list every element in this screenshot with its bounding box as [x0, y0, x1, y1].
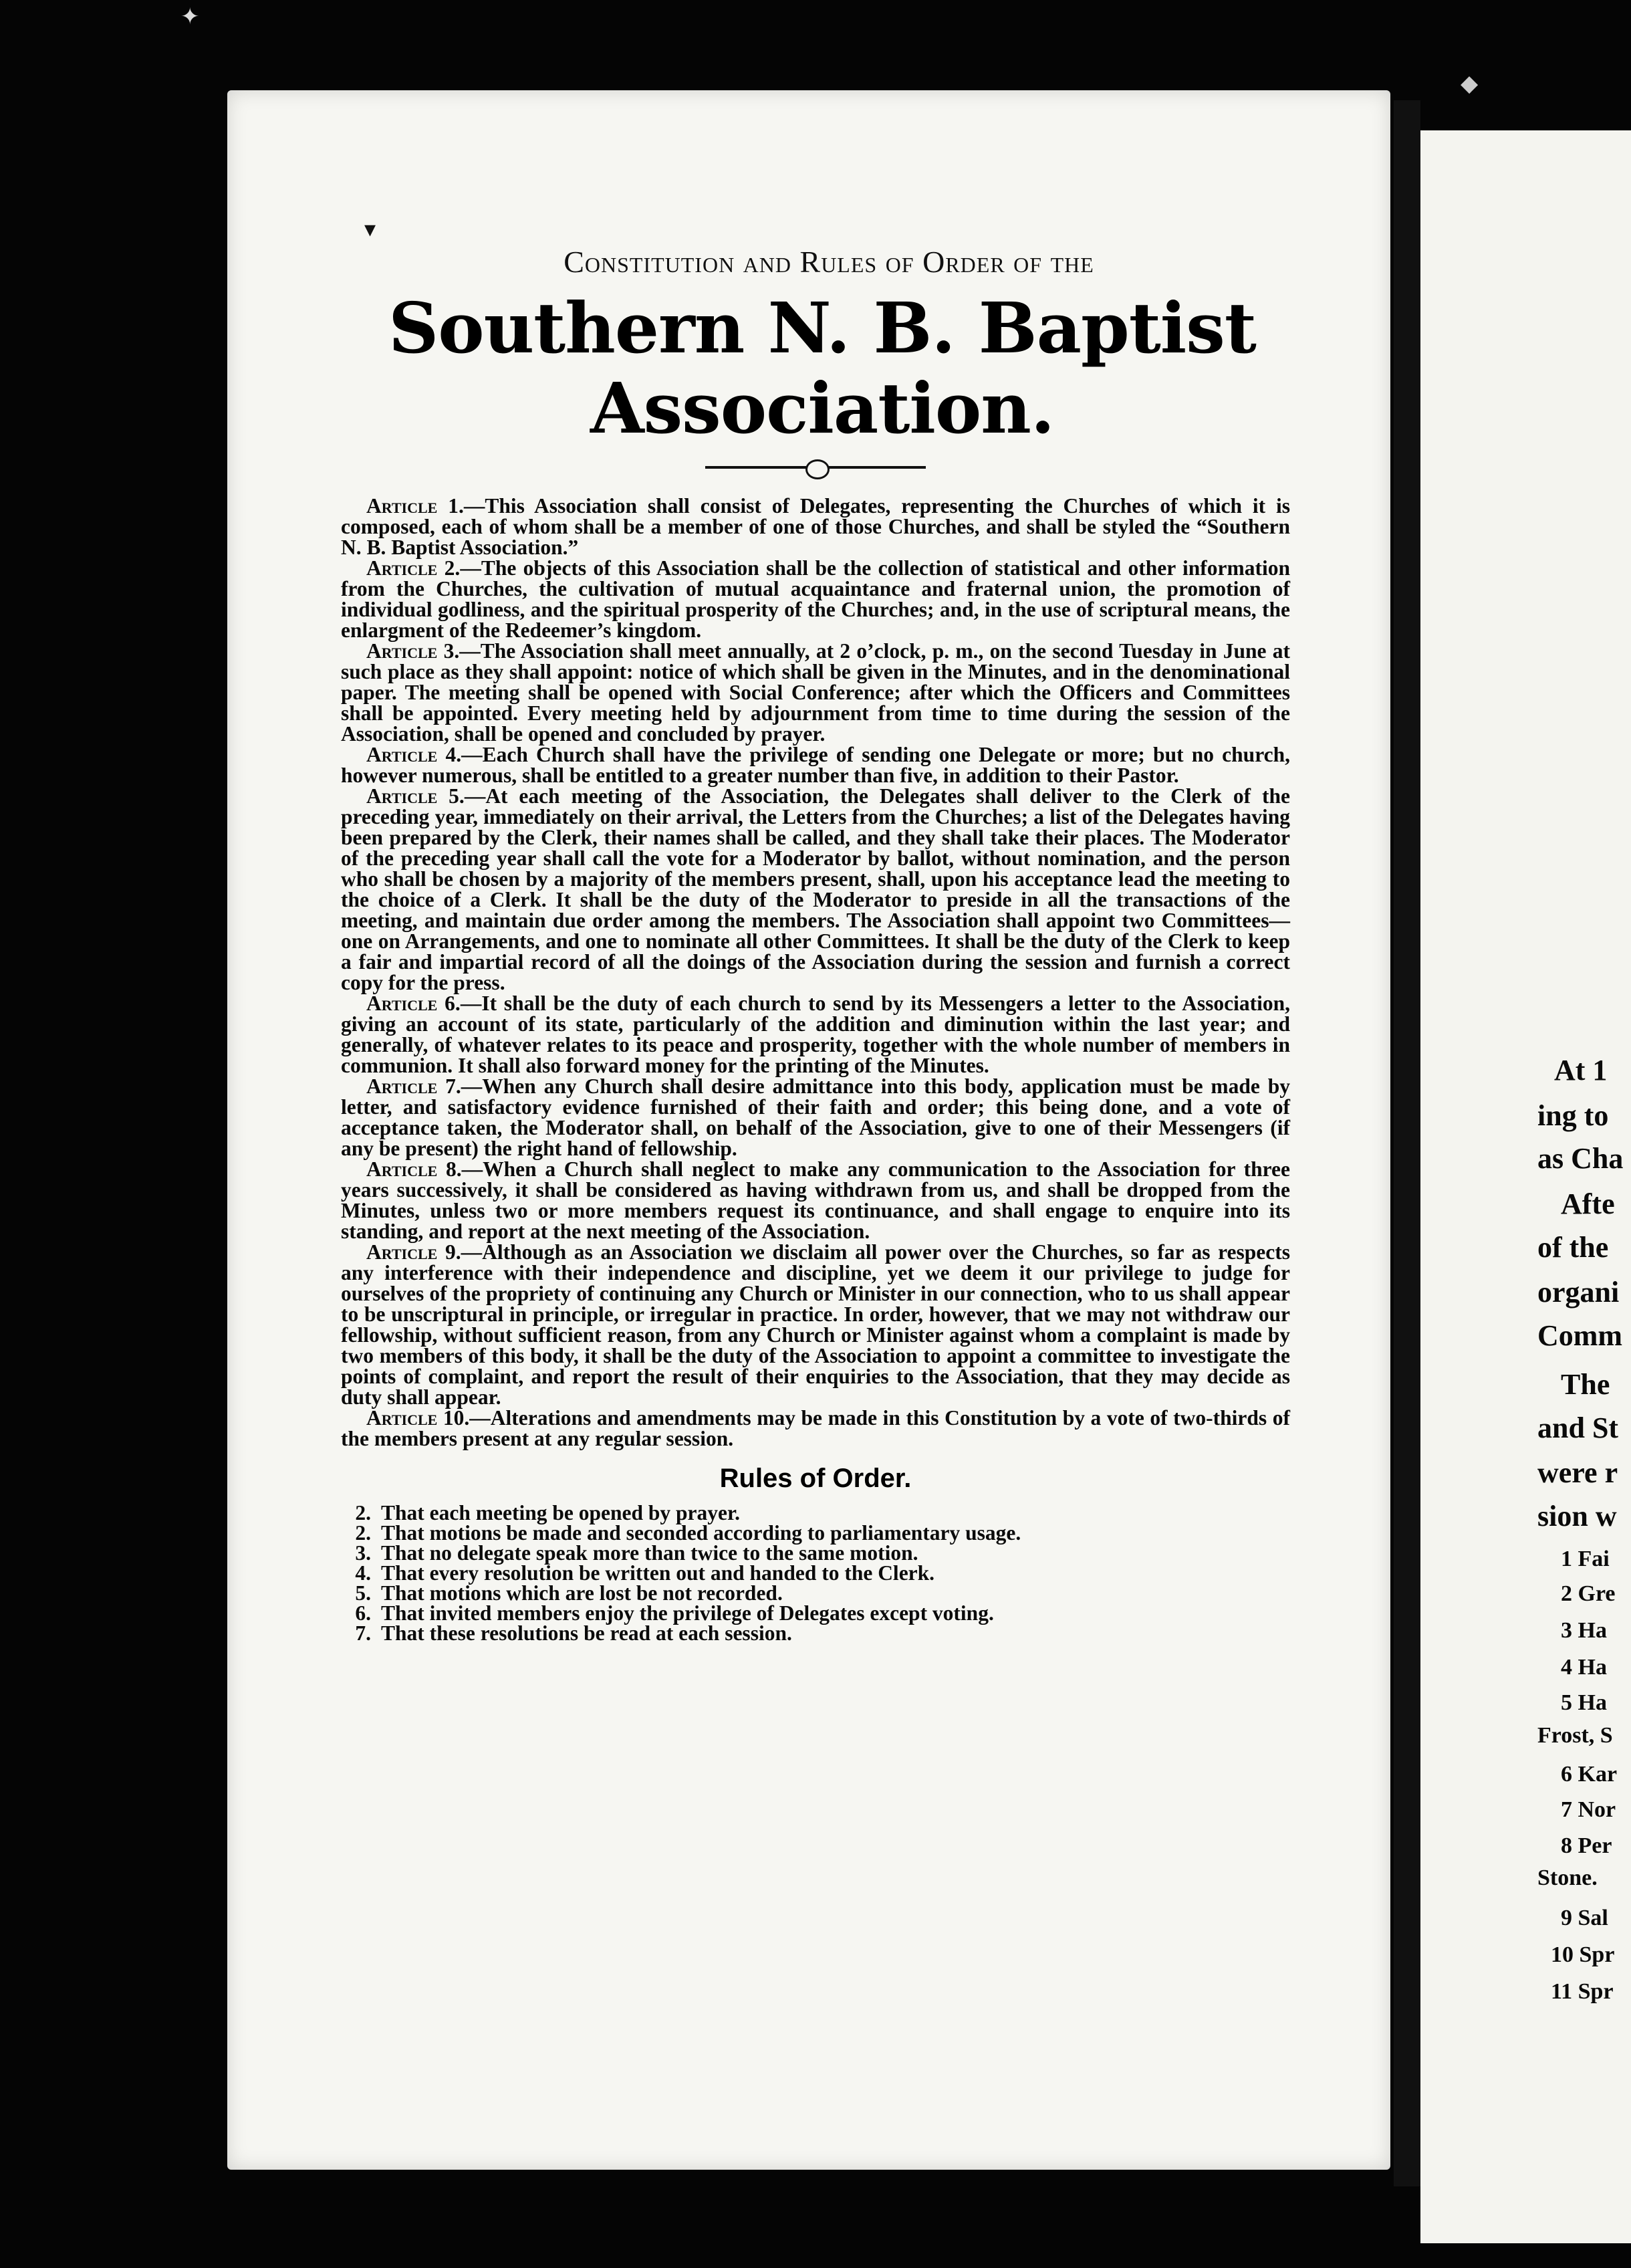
- rule-number: 5.: [355, 1581, 371, 1605]
- adjacent-page-line: Afte: [1561, 1187, 1615, 1220]
- article-4: [341, 744, 1290, 786]
- article-text: —When a Church shall neglect to make any communication to the Association for three years successively, it shall be considered as having withdrawn from us, and shall be dropped from the Minutes, unless two or more members request its continuance, and shall engage to enquire into its standing, and report at the next meeting of the Association.: [341, 1157, 1290, 1243]
- article-label: Article 9.: [366, 1240, 461, 1264]
- article-6: [341, 993, 1290, 1076]
- adjacent-page-line: The: [1561, 1368, 1610, 1401]
- adjacent-page-line: as Cha: [1537, 1142, 1624, 1175]
- rule-number: 6.: [355, 1601, 371, 1625]
- article-text: —Each Church shall have the privilege of sending one Delegate or more; but no church, however numerous, shall be entitled to a greater number than five, in addition to their Pastor.: [341, 743, 1290, 787]
- article-text: —The objects of this Association shall be the collection of statistical and other information from the Churches, the cultivation of mutual acquaintance and fraternal union, the promotion of individual godliness, and the spiritual prosperity of the Churches; and, in the use of scriptural means, the enlargment of the Redeemer’s kingdom.: [341, 556, 1290, 642]
- adjacent-page-list-item: Stone.: [1537, 1865, 1598, 1890]
- adjacent-page-list-item: 3 Ha: [1561, 1618, 1607, 1643]
- adjacent-page-line: and St: [1537, 1411, 1619, 1444]
- article-text: —Alterations and amendments may be made in this Constitution by a vote of two-thirds of the members present at any regular session.: [341, 1406, 1290, 1450]
- rule-number: 2.: [355, 1521, 371, 1545]
- rules-of-order-list: [341, 1503, 1290, 1643]
- rule-item: [341, 1543, 1290, 1563]
- article-5: [341, 786, 1290, 993]
- rule-item: [341, 1563, 1290, 1583]
- article-label: Article 10.: [366, 1406, 470, 1430]
- rule-item: [341, 1603, 1290, 1623]
- header-title: Southern N. B. Baptist Association.: [388, 287, 1256, 449]
- scan-artifact-mark: ✦: [180, 3, 200, 30]
- ornamental-divider: [705, 466, 926, 469]
- rules-of-order-title: Rules of Order.: [719, 1464, 912, 1493]
- rule-text: That invited members enjoy the privilege of Delegates except voting.: [381, 1601, 994, 1625]
- article-1: [341, 495, 1290, 558]
- rule-item: [341, 1583, 1290, 1603]
- rule-text: That each meeting be opened by prayer.: [381, 1501, 740, 1524]
- rule-number: 3.: [355, 1541, 371, 1565]
- scan-artifact-mark: ◆: [1461, 70, 1479, 97]
- page-gutter: [1394, 100, 1420, 2186]
- adjacent-page-list-item: 11 Spr: [1551, 1979, 1614, 2004]
- rule-item: [341, 1503, 1290, 1523]
- adjacent-page-line: sion w: [1537, 1500, 1617, 1533]
- adjacent-page-line: At 1: [1554, 1054, 1608, 1087]
- ink-speck-mark: ▾: [364, 216, 376, 243]
- article-label: Article 1.: [366, 494, 464, 518]
- rule-number: 7.: [355, 1621, 371, 1645]
- rule-item: [341, 1523, 1290, 1543]
- article-label: Article 4.: [366, 743, 462, 766]
- rule-text: That these resolutions be read at each session.: [381, 1621, 792, 1645]
- document-page: [227, 90, 1390, 2170]
- adjacent-page-list-item: 5 Ha: [1561, 1690, 1607, 1715]
- article-label: Article 7.: [366, 1074, 461, 1098]
- adjacent-page-list-item: 2 Gre: [1561, 1581, 1616, 1606]
- adjacent-page-list-item: 6 Kar: [1561, 1762, 1618, 1787]
- adjacent-page: [1420, 130, 1631, 2243]
- article-9: [341, 1242, 1290, 1407]
- adjacent-page-list-item: 4 Ha: [1561, 1655, 1607, 1680]
- article-label: Article 2.: [366, 556, 461, 580]
- adjacent-page-list-item: 1 Fai: [1561, 1547, 1610, 1571]
- article-label: Article 5.: [366, 784, 465, 808]
- article-7: [341, 1076, 1290, 1159]
- adjacent-page-line: ing to: [1537, 1099, 1609, 1132]
- adjacent-page-list-item: Frost, S: [1537, 1723, 1613, 1748]
- rule-number: 2.: [355, 1501, 371, 1524]
- rule-item: [341, 1623, 1290, 1643]
- adjacent-page-line: were r: [1537, 1456, 1618, 1489]
- rule-text: That motions be made and seconded according to parliamentary usage.: [381, 1521, 1021, 1545]
- rule-text: That motions which are lost be not recorded.: [381, 1581, 783, 1605]
- constitution-articles: [341, 495, 1290, 1449]
- adjacent-page-line: Comm: [1537, 1319, 1623, 1352]
- rule-text: That no delegate speak more than twice to the same motion.: [381, 1541, 918, 1565]
- article-3: [341, 641, 1290, 744]
- header-subtitle: Constitution and Rules of Order of the: [563, 245, 1094, 279]
- adjacent-page-line: organi: [1537, 1276, 1620, 1309]
- article-label: Article 8.: [366, 1157, 462, 1181]
- article-text: —At each meeting of the Association, the Delegates shall deliver to the Clerk of the preceding year, immediately on their arrival, the Letters from the Churches; a list of the Delegates having been prepared by the Clerk, their names shall be called, and they shall take their places. The Moderator of the preceding year shall call the vote for a Moderator by ballot, without nomination, and the person who shall be chosen by a majority of the members present, shall, upon his acceptance lead the meeting to the choice of a Clerk. It shall be the duty of the Moderator to preside in all the transactions of the meeting, and maintain due order among the members. The Association shall appoint two Committees—one on Arrangements, and one to nominate all other Committees. It shall be the duty of the Clerk to keep a fair and impartial record of all the doings of the Association during the session and furnish a correct copy for the press.: [341, 784, 1290, 994]
- article-2: [341, 558, 1290, 641]
- page-content: [341, 244, 1290, 1643]
- article-text: —It shall be the duty of each church to send by its Messengers a letter to the Association, giving an account of its state, particularly of the addition and diminution within the last year; and generally, of whatever relates to its peace and prosperity, together with the whole number of members in communion. It shall also forward money for the printing of the Minutes.: [341, 992, 1290, 1077]
- rule-text: That every resolution be written out and handed to the Clerk.: [381, 1561, 935, 1585]
- adjacent-page-list-item: 9 Sal: [1561, 1906, 1608, 1930]
- rule-number: 4.: [355, 1561, 371, 1585]
- article-8: [341, 1159, 1290, 1242]
- adjacent-page-list-item: 8 Per: [1561, 1833, 1612, 1858]
- adjacent-page-list-item: 10 Spr: [1551, 1942, 1615, 1967]
- article-label: Article 6.: [366, 992, 461, 1015]
- article-text: —When any Church shall desire admittance into this body, application must be made by letter, and satisfactory evidence furnished of their faith and order; this being done, and a vote of acceptance taken, the Moderator shall, on behalf of the Association, give to one of their Messengers (if any be present) the right hand of fellowship.: [341, 1074, 1290, 1160]
- adjacent-page-line: of the: [1537, 1231, 1609, 1264]
- article-label: Article 3.: [366, 639, 460, 663]
- article-text: —Although as an Association we disclaim all power over the Churches, so far as respects any interference with their independence and discipline, yet we deem it our privilege to judge for ourselves of the propriety of continuing any Church or Minister in our connection, who to us shall appear to be unscriptural in principle, or irregular in practice. In order, however, that we may not withdraw our fellowship, without sufficient reason, from any Church or Minister against whom a complaint is made by two members of this body, it shall be the duty of the Association to appoint a committee to investigate the points of complaint, and report the result of their enquiries to the Association, that they may decide as duty shall appear.: [341, 1240, 1290, 1409]
- adjacent-page-list-item: 7 Nor: [1561, 1797, 1616, 1822]
- article-text: —This Association shall consist of Delegates, representing the Churches of which it is composed, each of whom shall be a member of one of those Churches, and shall be styled the “Southern N. B. Baptist Association.”: [341, 494, 1290, 559]
- article-10: [341, 1407, 1290, 1449]
- article-text: —The Association shall meet annually, at 2 o’clock, p. m., on the second Tuesday in June at such place as they shall appoint: notice of which shall be given in the Minutes, and in the denominational paper. The meeting shall be opened with Social Conference; after which the Officers and Committees shall be appointed. Every meeting held by adjournment from time to time during the session of the Association, shall be opened and concluded by prayer.: [341, 639, 1290, 746]
